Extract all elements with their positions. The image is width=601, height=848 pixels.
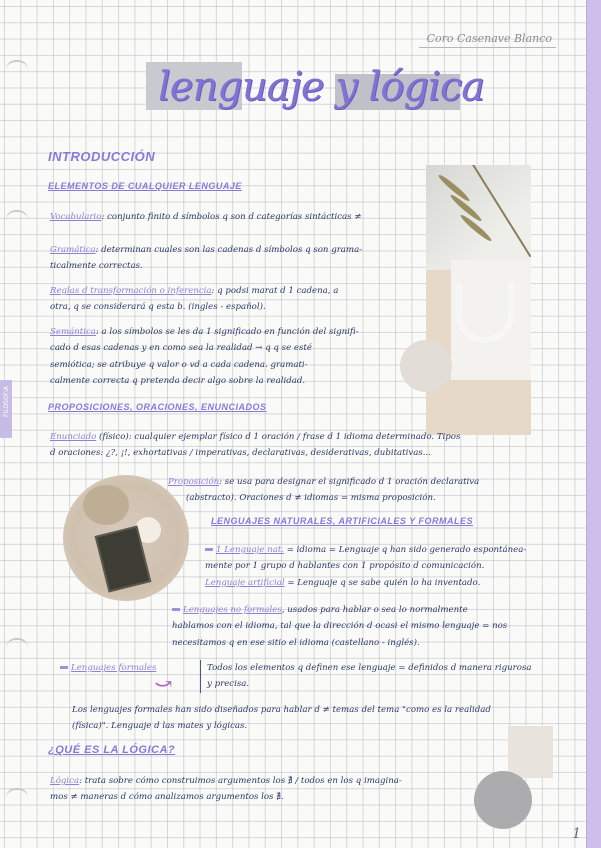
note-formales-term: Lenguajes formales xyxy=(60,660,175,676)
binder-hole xyxy=(6,210,28,220)
note-semantica: Semántica: a los símbolos se les da 1 significado en función del signifi- cado d esas cadenas y en como sea la realidad → q q se esté semiótica; se atribuye q valor o vd a cada cadena. gramati- calmente correcta q pretenda decir algo sobre la realidad. xyxy=(50,327,359,386)
subject-tab: FILOSOFÍA xyxy=(0,380,12,438)
page-edge-stripe xyxy=(587,0,601,848)
subheading-lenguajes: LENGUAJES NATURALES, ARTIFICIALES Y FORMALES xyxy=(211,516,474,526)
binder-hole xyxy=(6,638,28,648)
decor-photo-plant xyxy=(426,165,531,435)
binder-hole xyxy=(6,60,28,70)
note-vocabulario: Vocabulario: conjunto finito d símbolos q son d categorías sintácticas ≠ xyxy=(50,212,362,222)
note-conclusion: Los lenguajes formales han sido diseñados para hablar d ≠ temas del tema "como es la realidad (física)". Lenguaje d las mates y lógicas. xyxy=(72,705,491,732)
note-gramatica: Gramática: determinan cuales son las cadenas d símbolos q son grama- ticalmente correctas. xyxy=(50,245,363,272)
note-proposicion: Proposición: se usa para designar el significado d 1 oración declarativa (abstracto). Oraciones d ≠ idiomas = misma proposición. xyxy=(168,477,480,504)
section-heading-logica: ¿QUÉ ES LA LÓGICA? xyxy=(48,744,176,756)
subheading-elements: ELEMENTOS DE CUALQUIER LENGUAJE xyxy=(48,181,242,191)
section-heading-intro: INTRODUCCIÓN xyxy=(48,149,156,164)
note-formales: Todos los elementos q definen ese lenguaje = definidos d manera rigurosa y precisa. xyxy=(200,660,570,693)
note-reglas: Reglas d transformación o inferencia: q podsi marat d 1 cadena, a otra, q se considerará q esta b. (ingles - español). xyxy=(50,286,339,313)
note-logica: Lógica: trata sobre cómo construimos argumentos los ∄ / todos en los q imagina- mos ≠ maneras d cómo analizamos argumentos los ∄. xyxy=(50,776,402,803)
subheading-propositions: PROPOSICIONES, ORACIONES, ENUNCIADOS xyxy=(48,402,267,412)
note-lenguaje-natural: 1 Lenguaje nat. = idioma = Lenguaje q han sido generado espontánea- mente por 1 grupo d hablantes con 1 propósito d comunicación. Lenguaje artificial = Lenguaje q se sabe quién lo ha inventado. xyxy=(205,545,527,588)
decor-circle xyxy=(474,771,532,829)
decor-square xyxy=(508,726,553,778)
page-edge-line xyxy=(586,0,587,848)
arrow-icon: ⤻ xyxy=(154,672,173,697)
note-no-formales: Lenguajes no formales, usados para hablar o sea lo normalmente hablamos con el idioma, tal que la dirección d ocasi el mismo lenguaje = nos necesitamos q en ese sitio el idioma (castellano - inglés). xyxy=(172,605,508,648)
binder-hole xyxy=(6,788,28,798)
page-title: lenguaje y lógica xyxy=(158,64,485,110)
page-number: 1 xyxy=(572,826,581,842)
author-name: Coro Casenave Blanco xyxy=(419,32,556,48)
note-enunciado: Enunciado (físico): cualquier ejemplar físico d 1 oración / frase d 1 idioma determinado. Tipos d oraciones: ¿?, ¡!, exhortativas / imperativas, declarativas, desiderativas, dubitativas... xyxy=(50,432,461,459)
